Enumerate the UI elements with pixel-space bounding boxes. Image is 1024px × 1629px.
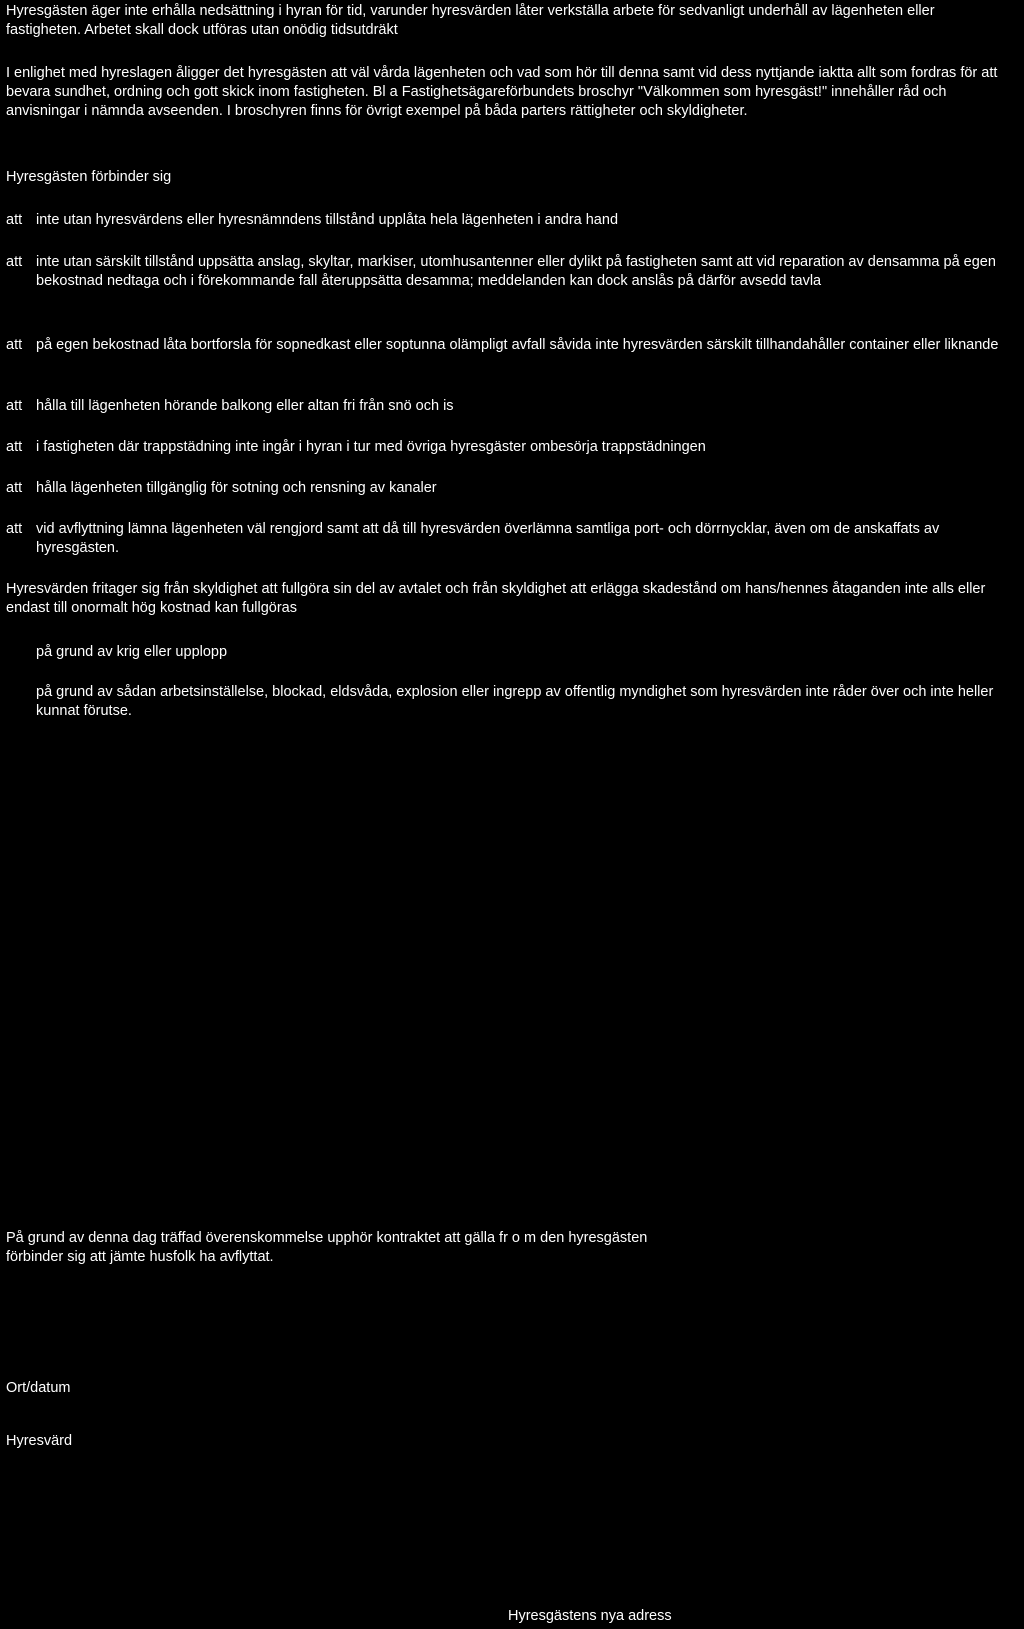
obligation-item: hålla till lägenheten hörande balkong eller altan fri från snö och is bbox=[36, 398, 454, 414]
care-obligations-paragraph: I enlighet med hyreslagen åligger det hyresgästen att väl vårda lägenheten och vad som hör till denna samt vid dess nyttjande iaktta allt som fordras för att bevara sundhet, ordning och gott skick inom fastigheten. Bl a Fastighetsägareförbundets broschyr "Välkommen som hyresgäst!" innehåller råd och anvisningar i nämnda avseenden. I broschyren finns för övrigt exempel på båda parters rättigheter och skyldigheter. bbox=[6, 65, 998, 119]
place-date-label: Ort/datum bbox=[6, 1380, 71, 1396]
att-label: att bbox=[6, 254, 23, 270]
obligation-item: på egen bekostnad låta bortforsla för sopnedkast eller soptunna olämpligt avfall såvida inte hyresvärden särskilt tillhandahåller container eller liknande bbox=[36, 337, 999, 353]
landlord-exemption-paragraph: Hyresvärden fritager sig från skyldighet att fullgöra sin del av avtalet och från skyldighet att erlägga skadestånd om hans/hennes åtaganden inte alls eller endast till onormalt hög kostnad kan fullgöras bbox=[6, 581, 986, 616]
att-label: att bbox=[6, 521, 23, 537]
exemption-strike: på grund av sådan arbetsinställelse, blockad, eldsvåda, explosion eller ingrepp av offentlig myndighet som hyresvärden inte råder över och inte heller kunnat förutse. bbox=[36, 684, 994, 719]
maintenance-paragraph: Hyresgästen äger inte erhålla nedsättning i hyran för tid, varunder hyresvärden låter verkställa arbete för sedvanligt underhåll av lägenheten eller fastigheten. Arbetet skall dock utföras utan onödig tidsutdräkt bbox=[6, 3, 935, 38]
att-label: att bbox=[6, 398, 23, 414]
att-label: att bbox=[6, 480, 23, 496]
obligation-item: inte utan särskilt tillstånd uppsätta anslag, skyltar, markiser, utomhusantenner eller dylikt på fastigheten samt att vid reparation av densamma på egen bekostnad nedtaga och i förekommande fall återuppsätta desamma; meddelanden kan dock anslås på därför avsedd tavla bbox=[36, 254, 996, 289]
obligation-item: vid avflyttning lämna lägenheten väl rengjord samt att då till hyresvärden överlämna samtliga port- och dörrnycklar, även om de anskaffats av hyresgästen. bbox=[36, 521, 940, 556]
att-label: att bbox=[6, 439, 23, 455]
tenant-new-address-label: Hyresgästens nya adress bbox=[508, 1608, 672, 1624]
obligation-item: hålla lägenheten tillgänglig för sotning och rensning av kanaler bbox=[36, 480, 437, 496]
att-label: att bbox=[6, 337, 23, 353]
obligation-item: i fastigheten där trappstädning inte ingår i hyran i tur med övriga hyresgäster ombesörja trappstädningen bbox=[36, 439, 706, 455]
landlord-signature-label: Hyresvärd bbox=[6, 1433, 73, 1449]
exemption-war: på grund av krig eller upplopp bbox=[36, 644, 228, 660]
tenant-commits-heading: Hyresgästen förbinder sig bbox=[6, 169, 172, 185]
obligation-item: inte utan hyresvärdens eller hyresnämndens tillstånd upplåta hela lägenheten i andra hand bbox=[36, 212, 619, 228]
termination-agreement-paragraph: På grund av denna dag träffad överenskommelse upphör kontraktet att gälla fr o m den hyresgästen förbinder sig att jämte husfolk ha avflyttat. bbox=[6, 1230, 648, 1265]
att-label: att bbox=[6, 212, 23, 228]
